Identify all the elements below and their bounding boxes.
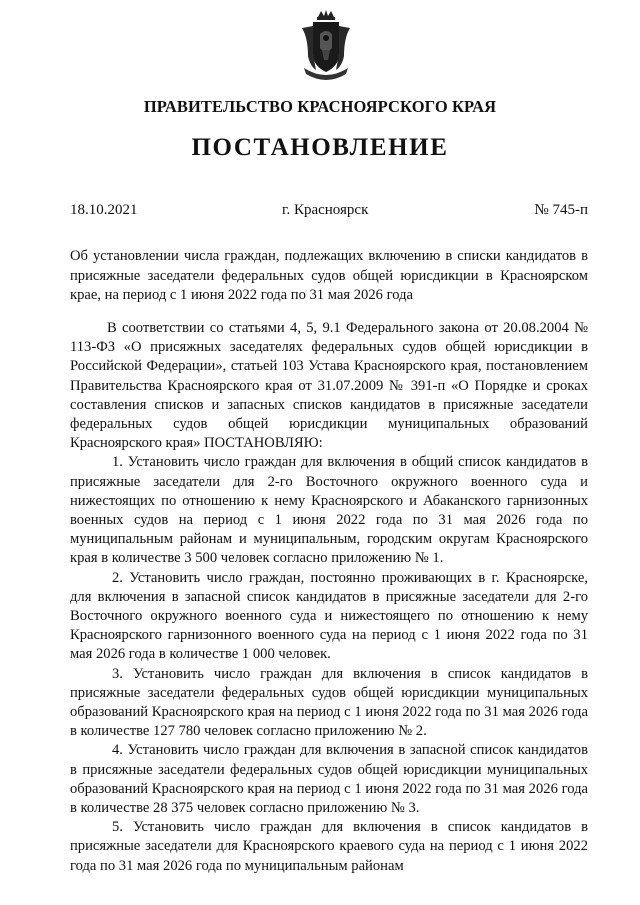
document-date: 18.10.2021	[70, 202, 138, 218]
document-type-title: ПОСТАНОВЛЕНИЕ	[191, 134, 449, 161]
krasnoyarsk-krai-coat-of-arms-icon	[296, 8, 356, 84]
item-paragraph-1: 1. Установить число граждан для включения в общий список кандидатов в присяжные заседатели для 2-го Восточного окружного военного суда и нижестоящих по отношению к нему Красноярского и Абаканского гарнизонных военных судов на период с 1 июня 2022 года по 31 мая 2026 года по муниципальным районам и муниципальным, городским округам Красноярского края в количестве 3 500 человек согласно приложению № 1.	[70, 454, 588, 567]
item-paragraph-5: 5. Установить число граждан для включения в список кандидатов в присяжные заседатели для Красноярского краевого суда на период с 1 июня 2022 года по 31 мая 2026 года по муниципальным районам	[70, 819, 588, 874]
item-paragraph-2: 2. Установить число граждан, постоянно проживающих в г. Красноярске, для включения в запасной список кандидатов в присяжные заседатели для 2-го Восточного окружного военного суда и нижестоящего по отношению к нему Красноярского гарнизонного военного суда на период с 1 июня 2022 года по 31 мая 2026 года в количестве 1 000 человек.	[70, 569, 588, 663]
document-meta-row	[70, 202, 588, 222]
government-title: ПРАВИТЕЛЬСТВО КРАСНОЯРСКОГО КРАЯ	[143, 97, 497, 116]
document-city: г. Красноярск	[282, 202, 369, 218]
document-body	[70, 319, 588, 876]
preamble-paragraph: В соответствии со статьями 4, 5, 9.1 Федерального закона от 20.08.2004 № 113-ФЗ «О присяжных заседателях федеральных судов общей юрисдикции в Российской Федерации», статьей 103 Устава Красноярского края, постановлением Правительства Красноярского края от 31.07.2009 № 391-п «О Порядке и сроках составления списков и запасных списков кандидатов в присяжные заседатели федеральных судов общей юрисдикции муниципальных образований Красноярского края» ПОСТАНОВЛЯЮ:	[70, 320, 588, 452]
item-paragraph-3: 3. Установить число граждан для включения в список кандидатов в присяжные заседатели федеральных судов общей юрисдикции муниципальных образований Красноярского края на период с 1 июня 2022 года по 31 мая 2026 года в количестве 127 780 человек согласно приложению № 2.	[70, 665, 588, 740]
document-subject: Об установлении числа граждан, подлежащих включению в списки кандидатов в присяжные заседатели федеральных судов общей юрисдикции в Красноярском крае, на период с 1 июня 2022 года по 31 мая 2026 года	[70, 248, 588, 303]
document-number: № 745-п	[534, 202, 588, 218]
item-paragraph-4: 4. Установить число граждан для включения в запасной список кандидатов в присяжные заседатели федеральных судов общей юрисдикции муниципальных образований Красноярского края на период с 1 июня 2022 года по 31 мая 2026 года в количестве 28 375 человек согласно приложению № 3.	[70, 742, 588, 817]
